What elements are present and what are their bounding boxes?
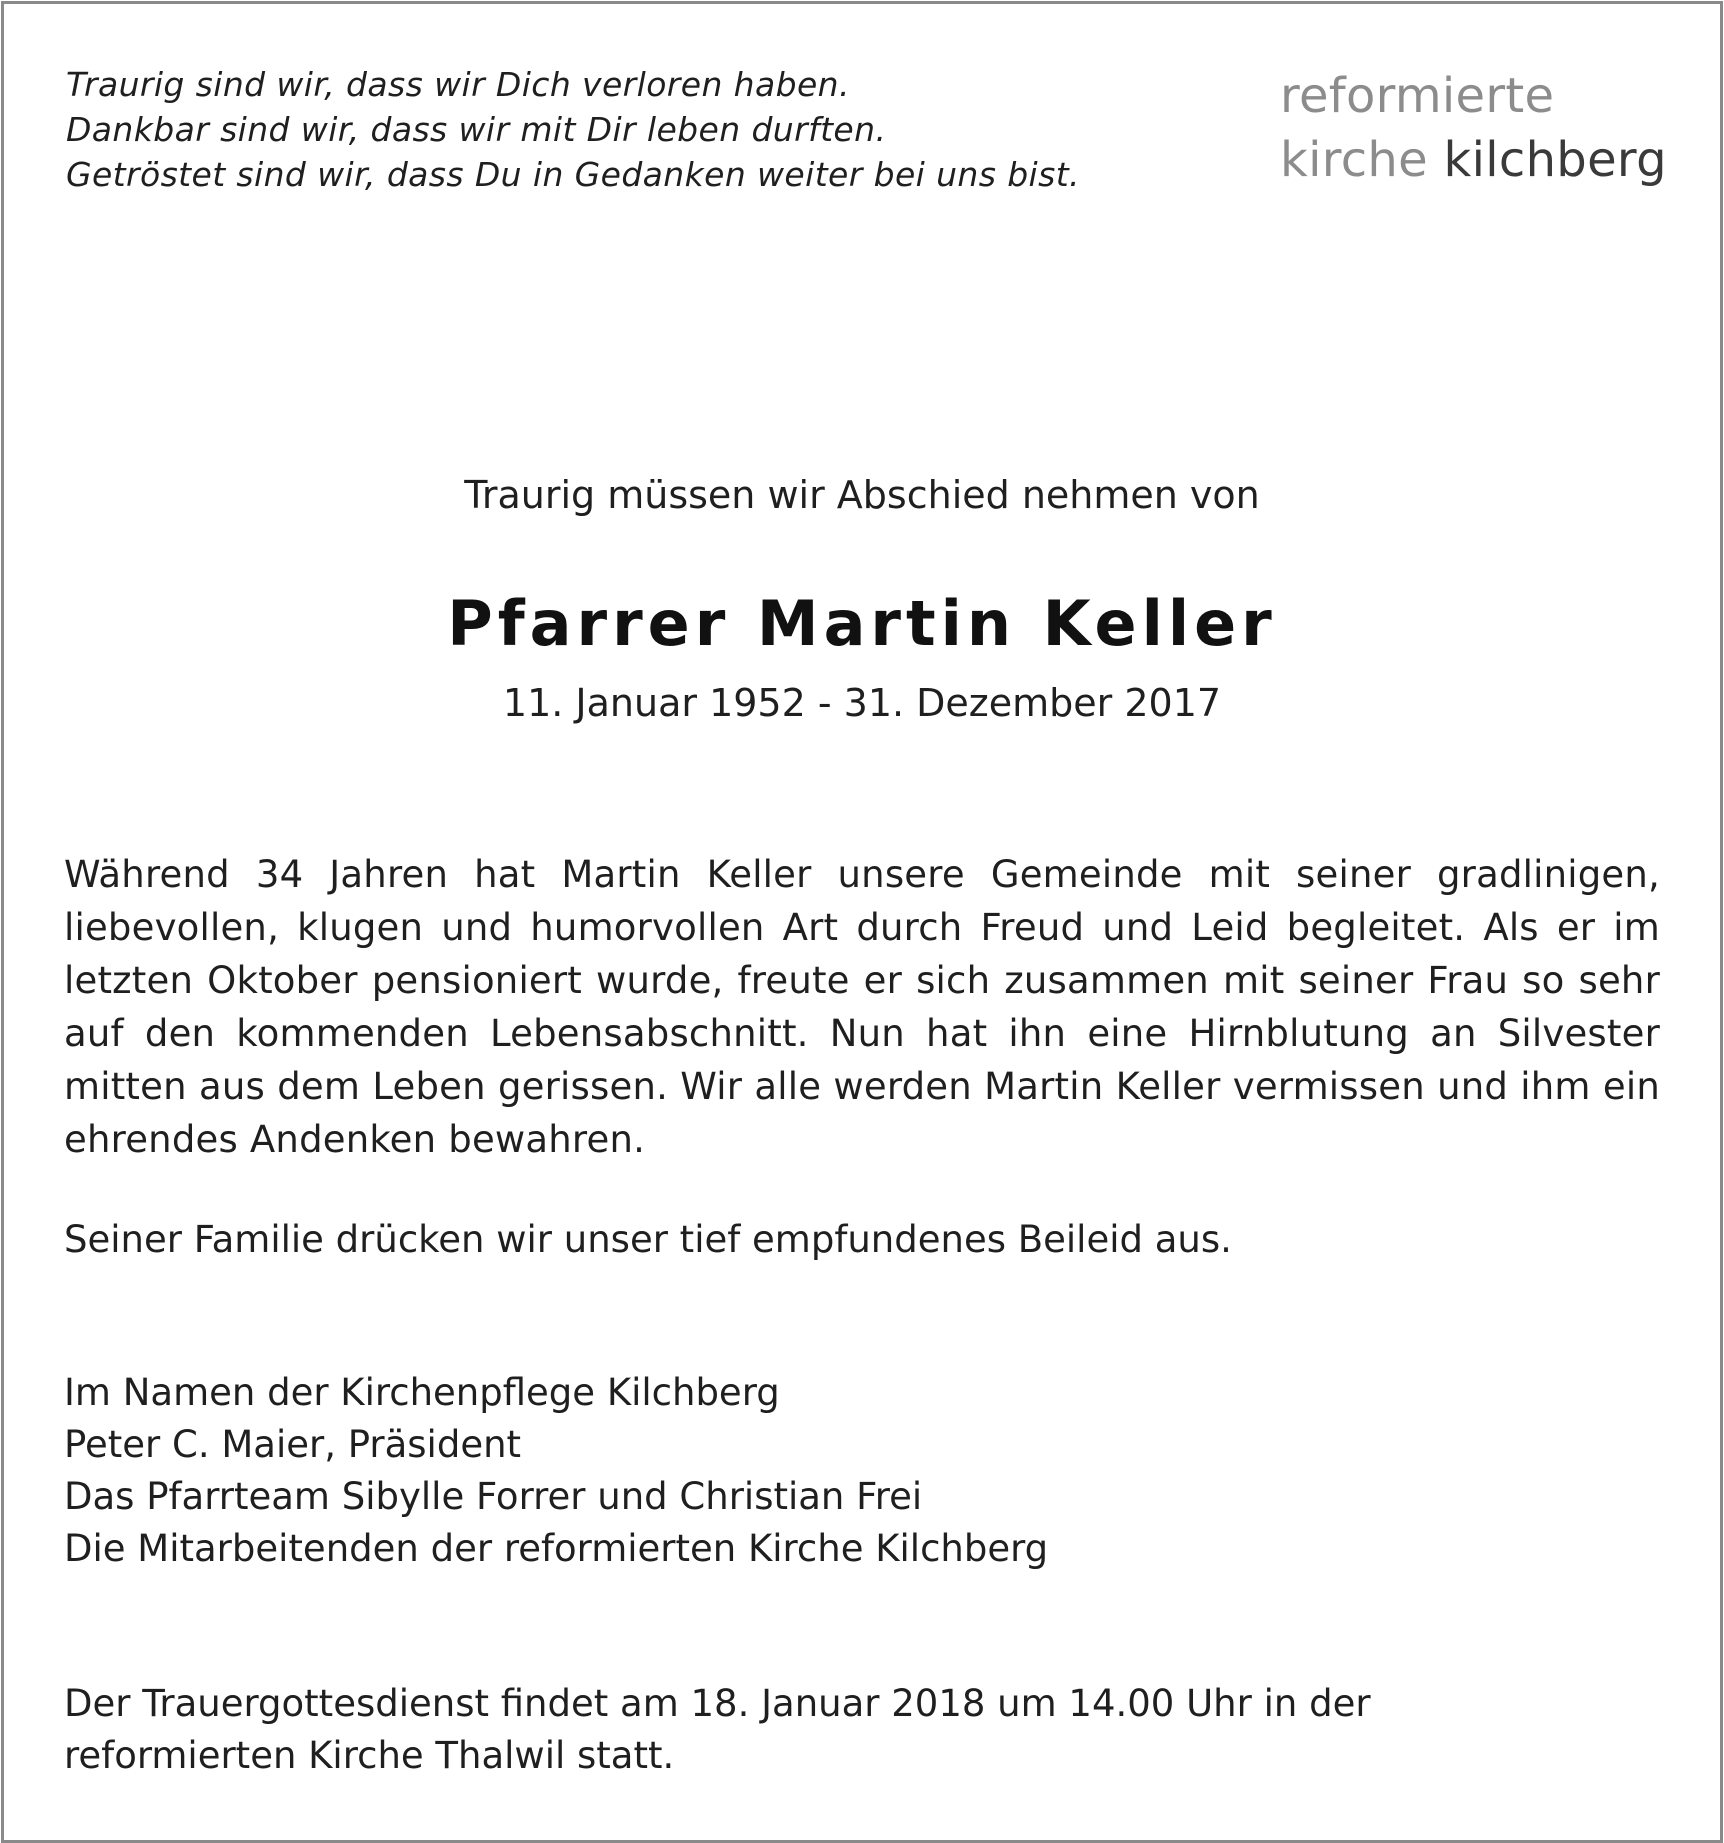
service-line-2: reformierten Kirche Thalwil statt. [64,1734,675,1777]
service-notice [64,1678,1371,1782]
motto-line-2: Dankbar sind wir, dass wir mit Dir leben durften. [66,110,887,149]
logo-word-kirche: kirche [1280,132,1428,188]
church-logo [1280,64,1667,192]
tribute-paragraph: Während 34 Jahren hat Martin Keller unsere Gemeinde mit seiner gradlinigen, liebevollen, klugen und humorvollen Art durch Freud und Leid begleitet. Als er im letzten Oktober pensioniert wurde, freute er sich zusammen mit seiner Frau so sehr auf den kommenden Lebensabschnitt. Nun hat ihn eine Hirnblutung an Silvester mitten aus dem Leben gerissen. Wir alle werden Martin Keller vermissen und ihm ein ehrendes Andenken bewahren. [64,853,1660,1161]
service-line-1: Der Trauergottesdienst findet am 18. Januar 2018 um 14.00 Uhr in der [64,1682,1371,1725]
signers-list [64,1367,1048,1575]
signer-line: Das Pfarrteam Sibylle Forrer und Christian Frei [64,1475,923,1518]
deceased-name: Pfarrer Martin Keller [447,587,1277,660]
signer-line: Die Mitarbeitenden der reformierten Kirche Kilchberg [64,1527,1049,1570]
announcement-intro: Traurig müssen wir Abschied nehmen von [464,473,1260,517]
motto-quote [66,62,1080,197]
signer-line: Im Namen der Kirchenpflege Kilchberg [64,1371,780,1414]
motto-line-3: Getröstet sind wir, dass Du in Gedanken weiter bei uns bist. [66,155,1080,194]
logo-line-2 [1280,128,1667,192]
motto-line-1: Traurig sind wir, dass wir Dich verloren haben. [66,65,850,104]
logo-word-kilchberg: kilchberg [1443,132,1667,188]
signer-line: Peter C. Maier, Präsident [64,1423,522,1466]
life-dates: 11. Januar 1952 - 31. Dezember 2017 [502,681,1222,725]
condolence-text: Seiner Familie drücken wir unser tief empfundenes Beileid aus. [64,1218,1232,1261]
logo-line-1: reformierte [1280,68,1555,124]
